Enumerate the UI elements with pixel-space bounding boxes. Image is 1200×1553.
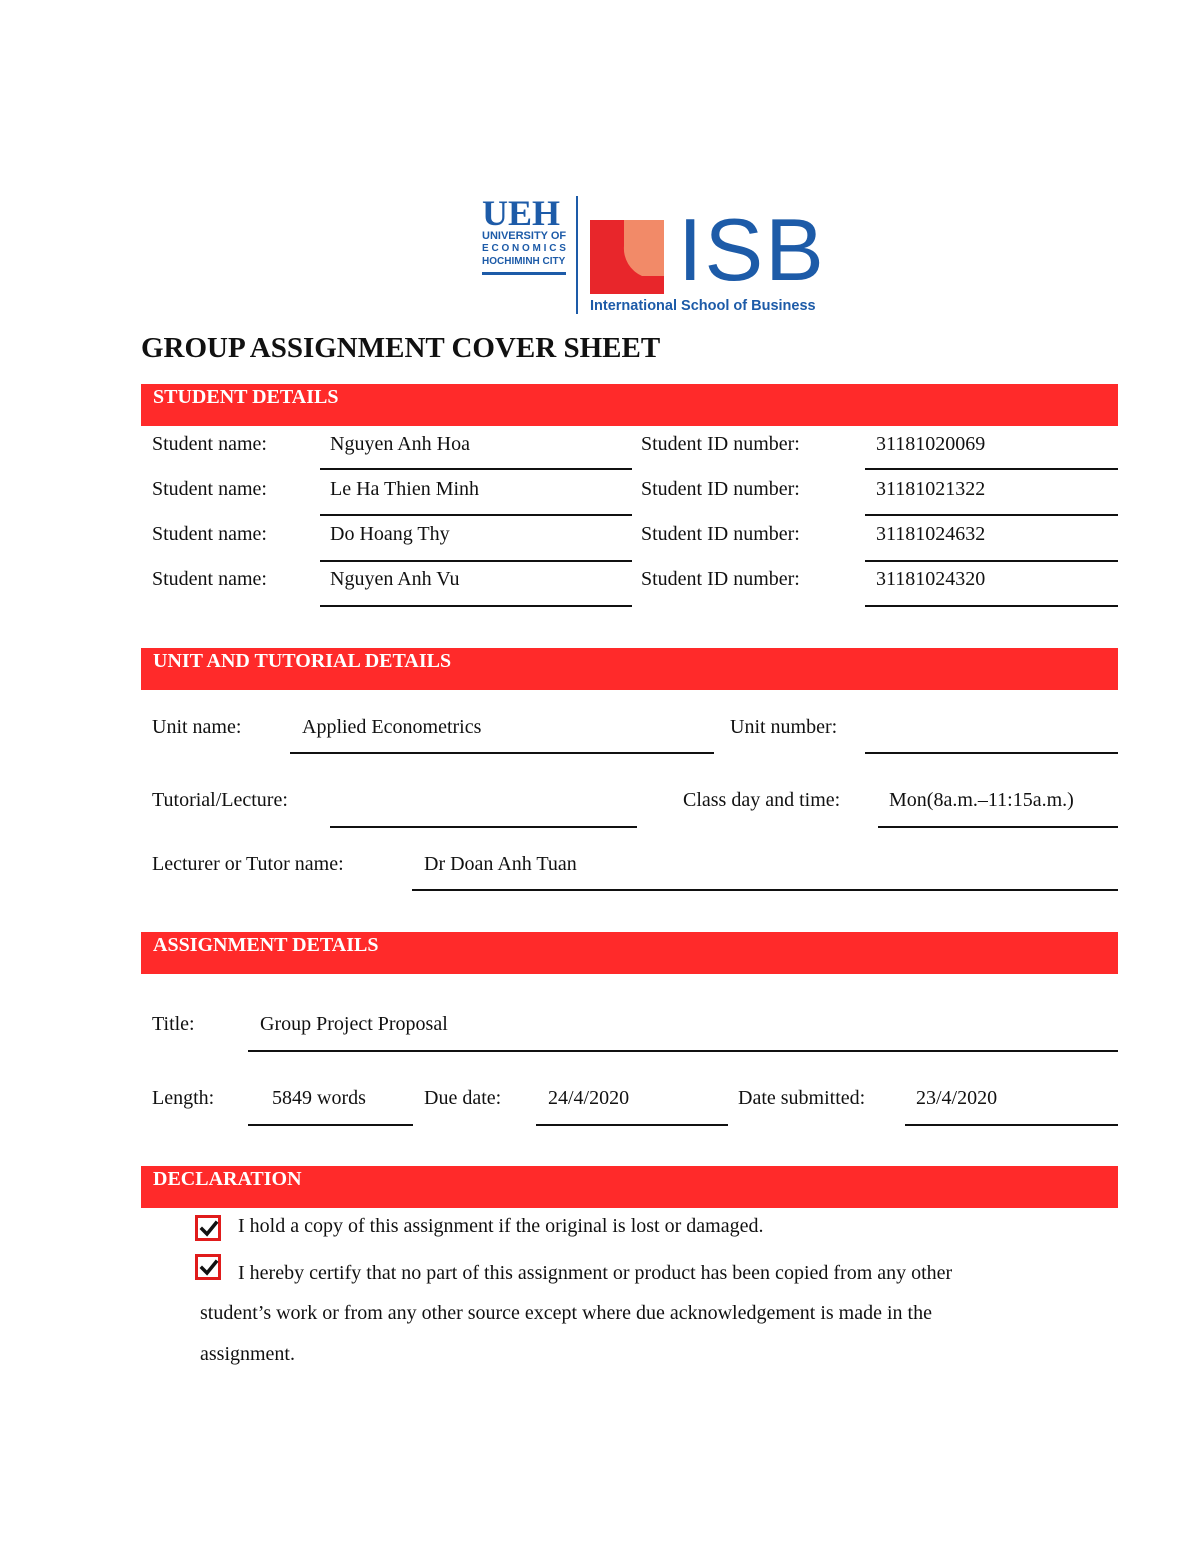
student-name-field[interactable]: Le Ha Thien Minh (330, 478, 480, 500)
student-name-field[interactable]: Nguyen Anh Vu (330, 568, 460, 590)
isb-logo-fullname: International School of Business (590, 298, 816, 314)
date-submitted-label: Date submitted: (738, 1087, 866, 1109)
underline (248, 1050, 1118, 1052)
student-name-label: Student name: (152, 523, 267, 545)
student-id-label: Student ID number: (641, 478, 800, 500)
section-heading: STUDENT DETAILS (153, 386, 339, 408)
underline (878, 826, 1118, 828)
section-header-unit-details (141, 648, 1118, 690)
ueh-logo-bar (482, 272, 566, 275)
student-id-field[interactable]: 31181021322 (876, 478, 986, 500)
length-field[interactable]: 5849 words (272, 1087, 366, 1109)
length-label: Length: (152, 1087, 215, 1109)
declaration-certify-line1: I hereby certify that no part of this assignment or product has been copied from any other (238, 1262, 953, 1284)
underline (412, 889, 1118, 891)
checkmark-icon (199, 1258, 219, 1278)
student-id-label: Student ID number: (641, 433, 800, 455)
student-name-field[interactable]: Nguyen Anh Hoa (330, 433, 470, 455)
due-date-field[interactable]: 24/4/2020 (548, 1087, 630, 1109)
ueh-logo-abbr: UEH (482, 193, 561, 233)
underline (865, 468, 1118, 470)
underline (905, 1124, 1118, 1126)
underline (865, 560, 1118, 562)
section-header-assignment-details (141, 932, 1118, 974)
underline (320, 605, 632, 607)
page-title: GROUP ASSIGNMENT COVER SHEET (141, 332, 661, 364)
due-date-label: Due date: (424, 1087, 502, 1109)
underline (320, 468, 632, 470)
section-header-student-details (141, 384, 1118, 426)
underline (320, 514, 632, 516)
student-id-label: Student ID number: (641, 568, 800, 590)
declaration-certify-line2: student’s work or from any other source except where due acknowledgement is made in the (200, 1302, 932, 1324)
ueh-logo-line3: HOCHIMINH CITY (482, 256, 566, 267)
declaration-copy-checkbox[interactable] (195, 1215, 221, 1241)
underline (290, 752, 714, 754)
ueh-logo-line1: UNIVERSITY OF (482, 230, 567, 242)
isb-logo-abbr: ISB (678, 200, 826, 299)
checkmark-icon (199, 1219, 219, 1239)
underline (865, 605, 1118, 607)
student-id-field[interactable]: 31181024320 (876, 568, 986, 590)
underline (320, 560, 632, 562)
lecturer-field[interactable]: Dr Doan Anh Tuan (424, 853, 577, 875)
ueh-logo-line2: E C O N O M I C S (482, 243, 566, 254)
underline (865, 752, 1118, 754)
date-submitted-field[interactable]: 23/4/2020 (916, 1087, 998, 1109)
declaration-copy-text: I hold a copy of this assignment if the original is lost or damaged. (238, 1215, 764, 1237)
section-heading: UNIT AND TUTORIAL DETAILS (153, 650, 452, 672)
section-heading: DECLARATION (153, 1168, 302, 1190)
assignment-title-label: Title: (152, 1013, 195, 1035)
student-id-field[interactable]: 31181020069 (876, 433, 986, 455)
class-time-label: Class day and time: (683, 789, 841, 811)
logo-block (478, 192, 838, 322)
section-heading: ASSIGNMENT DETAILS (153, 934, 379, 956)
student-name-label: Student name: (152, 568, 267, 590)
student-id-label: Student ID number: (641, 523, 800, 545)
underline (248, 1124, 413, 1126)
class-time-field[interactable]: Mon(8a.m.–11:15a.m.) (889, 789, 1074, 811)
declaration-certify-checkbox[interactable] (195, 1254, 221, 1280)
student-name-label: Student name: (152, 478, 267, 500)
lecturer-label: Lecturer or Tutor name: (152, 853, 344, 875)
logo-divider (576, 196, 578, 314)
isb-logo-mark-icon (590, 220, 664, 294)
unit-name-field[interactable]: Applied Econometrics (302, 716, 482, 738)
unit-number-label: Unit number: (730, 716, 838, 738)
underline (330, 826, 637, 828)
student-name-field[interactable]: Do Hoang Thy (330, 523, 450, 545)
assignment-title-field[interactable]: Group Project Proposal (260, 1013, 448, 1035)
declaration-certify-line3: assignment. (200, 1343, 295, 1365)
student-name-label: Student name: (152, 433, 267, 455)
section-header-declaration (141, 1166, 1118, 1208)
unit-name-label: Unit name: (152, 716, 242, 738)
student-id-field[interactable]: 31181024632 (876, 523, 986, 545)
underline (536, 1124, 728, 1126)
underline (865, 514, 1118, 516)
tutorial-label: Tutorial/Lecture: (152, 789, 288, 811)
